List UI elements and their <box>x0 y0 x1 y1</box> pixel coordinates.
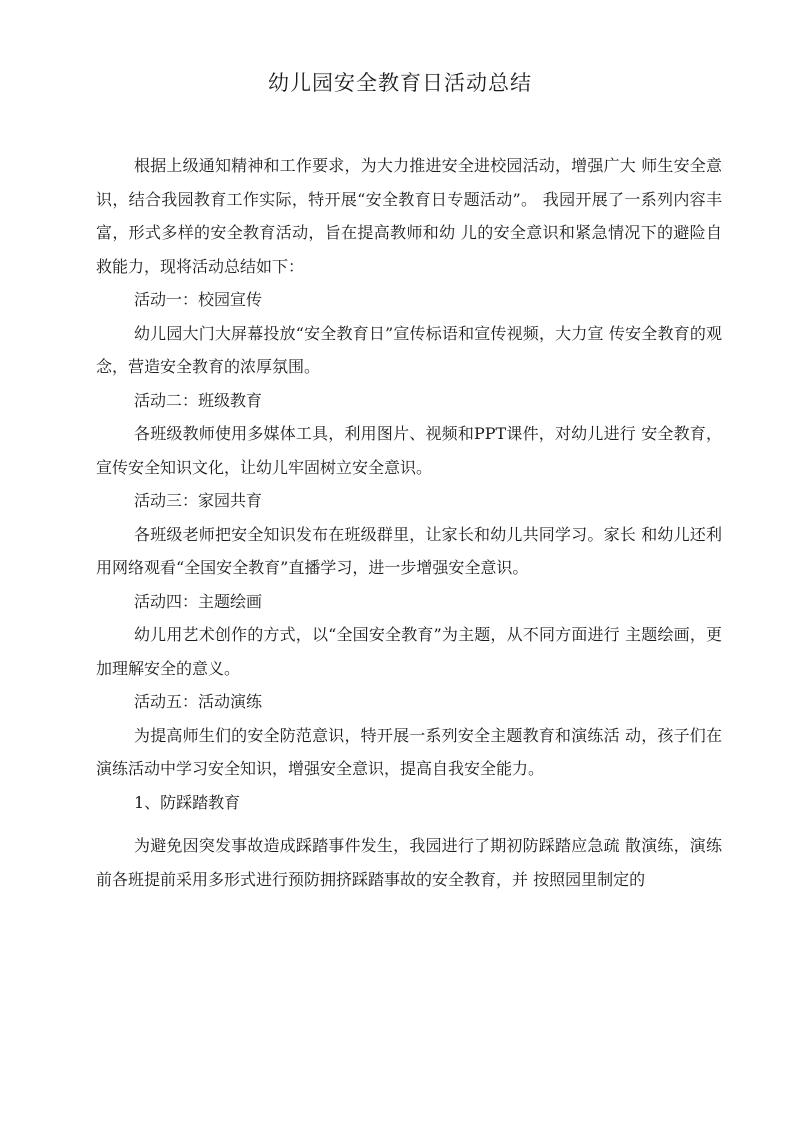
activity-4-heading: 活动四：主题绘画 <box>134 591 263 611</box>
activity-5-heading: 活动五：活动演练 <box>134 692 263 711</box>
document-title: 幼儿园安全教育日活动总结 <box>268 71 532 95</box>
activity-1-paragraph: 幼儿园大门大屏幕投放“安全教育日”宣传标语和宣传视频，大力宣 传安全教育的观念，营造安全教育的浓厚氛围。 <box>96 323 722 376</box>
activity-4-paragraph: 幼儿用艺术创作的方式，以“全国安全教育”为主题，从不同方面进行 主题绘画，更加理解安全的意义。 <box>96 625 722 678</box>
activity-2-heading: 活动二：班级教育 <box>134 390 263 410</box>
intro-paragraph: 根据上级通知精神和工作要求，为大力推进安全进校园活动，增强广大 师生安全意识，结合我园教育工作实际，特开展“安全教育日专题活动”。 我园开展了一系列内容丰富，形式多样的安全教育活动，旨在提高教师和幼 儿的安全意识和紧急情况下的避险自救能力，现将活动总结如下： <box>96 156 722 276</box>
activity-5-paragraph: 为提高师生们的安全防范意识，特开展一系列安全主题教育和演练活 动，孩子们在演练活动中学习安全知识，增强安全意识，提高自我安全能力。 <box>96 725 722 778</box>
section-1-heading: 1、防踩踏教育 <box>134 792 241 812</box>
section-1-paragraph: 为避免因突发事故造成踩踏事件发生，我园进行了期初防踩踏应急疏 散演练，演练前各班提前采用多形式进行预防拥挤踩踏事故的安全教育，并 按照园里制定的 <box>96 836 722 889</box>
activity-3-paragraph: 各班级老师把安全知识发布在班级群里，让家长和幼儿共同学习。家长 和幼儿还利用网络观看“全国安全教育”直播学习，进一步增强安全意识。 <box>96 524 722 577</box>
activity-1-heading: 活动一：校园宣传 <box>134 290 263 309</box>
activity-2-paragraph: 各班级教师使用多媒体工具，利用图片、视频和PPT课件，对幼儿进行 安全教育，宣传安全知识文化，让幼儿牢固树立安全意识。 <box>96 424 722 477</box>
document-body <box>96 149 722 896</box>
activity-3-heading: 活动三：家园共育 <box>134 491 263 510</box>
